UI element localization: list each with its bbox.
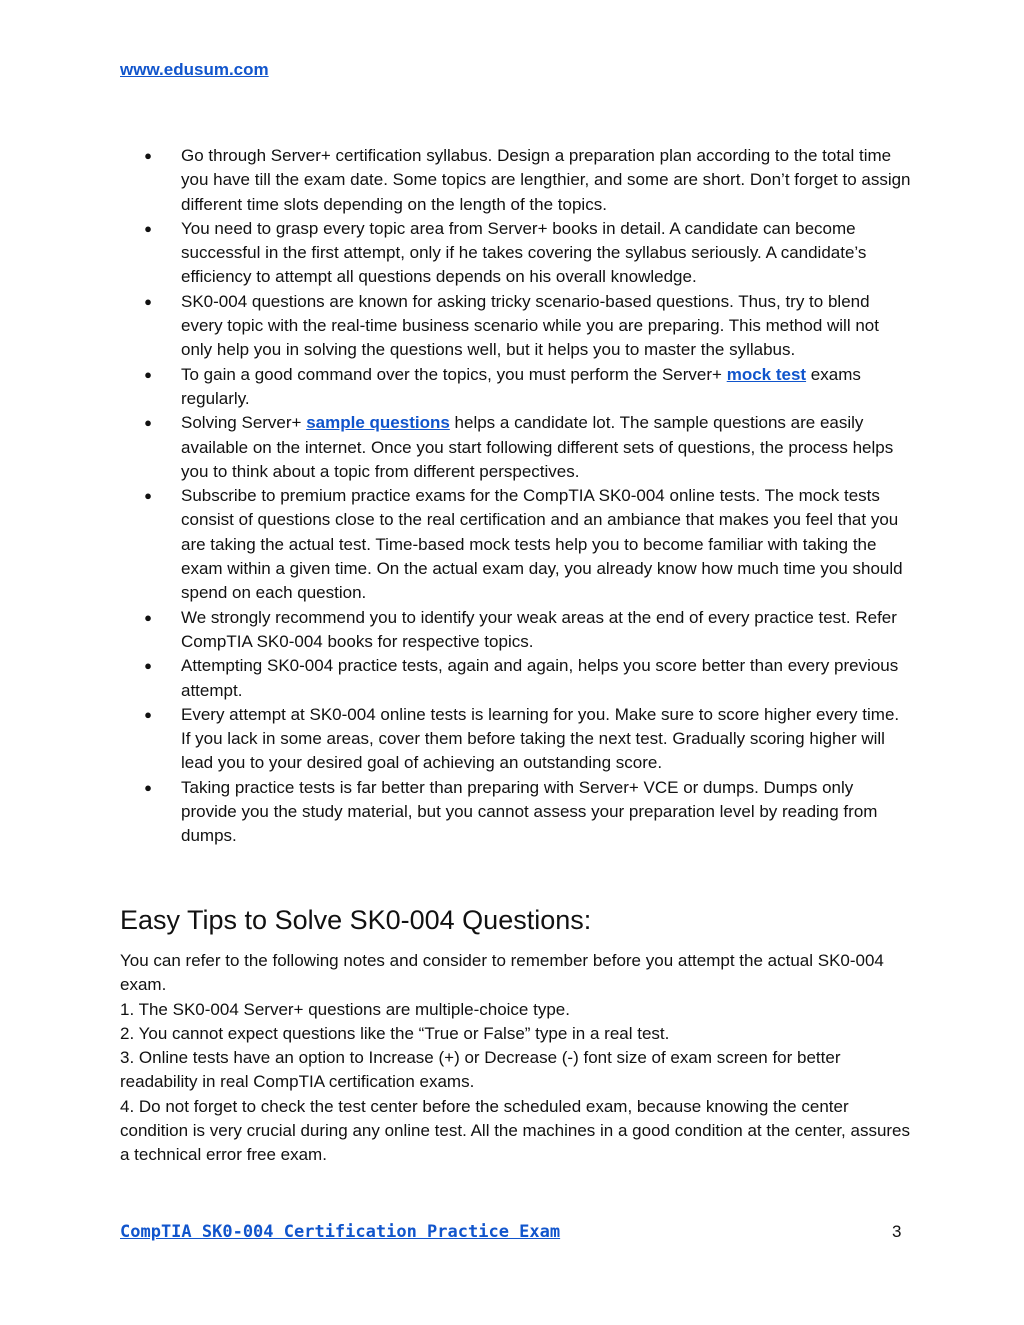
bullet-icon: ● (144, 658, 152, 674)
list-item-text: SK0-004 questions are known for asking tricky scenario-based questions. Thus, try to blend every topic with the real-time business scenario while you are preparing. This method will not only help you in solving the questions well, but it helps you to master the syllabus. (181, 291, 879, 360)
bullet-icon: ● (144, 488, 152, 504)
list-item-text: Every attempt at SK0-004 online tests is learning for you. Make sure to score higher every time. If you lack in some areas, cover them before taking the next test. Gradually scoring higher will lead you to your desired goal of achieving an outstanding score. (181, 704, 900, 773)
list-item-text: helps a candidate lot. The sample questions are easily available on the internet. Once you start following different sets of questions, the process helps you to think about a topic from different perspectives. (181, 413, 894, 481)
mock-test-link[interactable]: mock test (726, 364, 807, 384)
list-item-text: You need to grasp every topic area from Server+ books in detail. A candidate can become successful in the first attempt, only if he takes covering the syllabus seriously. A candidate’s efficiency to attempt all questions depends on his overall knowledge. (181, 218, 867, 287)
note-item: 4. Do not forget to check the test center before the scheduled exam, because knowing the center condition is very crucial during any online test. All the machines in a good condition at the center, assures a technical error free exam. (120, 1096, 911, 1165)
section-heading: Easy Tips to Solve SK0-004 Questions: (120, 905, 592, 935)
bullet-icon: ● (144, 706, 152, 722)
list-item-text: exams regularly. (181, 364, 861, 408)
bullet-icon: ● (144, 293, 152, 309)
site-link[interactable]: www.edusum.com (120, 60, 269, 79)
list-item-text: Go through Server+ certification syllabus. Design a preparation plan according to the total time you have till the exam date. Some topics are lengthier, and some are short. Don’t forget to assign different time slots depending on the length of the topics. (181, 146, 911, 214)
list-item-text: Subscribe to premium practice exams for the CompTIA SK0-004 online tests. The mock tests consist of questions close to the real certification and an ambiance that makes you feel that you are taking the actual test. Time-based mock tests help you to become familiar with taking the exam within a given time. On the actual exam day, you already know how much time you should spend on each question. (181, 486, 903, 603)
list-item (138, 776, 913, 849)
page-number: 3 (892, 1222, 902, 1241)
footer-title-link[interactable]: CompTIA SK0-004 Certification Practice Exam (120, 1222, 561, 1242)
list-item (138, 363, 913, 412)
list-item-text: We strongly recommend you to identify your weak areas at the end of every practice test. Refer CompTIA SK0-004 books for respective topics. (181, 607, 897, 651)
bullet-icon: ● (144, 220, 152, 236)
list-item (138, 411, 913, 484)
list-item (138, 606, 913, 655)
note-item: 3. Online tests have an option to Increase (+) or Decrease (-) font size of exam screen for better readability in real CompTIA certification exams. (120, 1048, 841, 1092)
bullet-icon: ● (144, 366, 152, 382)
list-item-text: Solving Server+ (181, 413, 307, 433)
bullet-icon: ● (144, 609, 152, 625)
list-item (138, 654, 913, 703)
list-item (138, 703, 913, 776)
list-item (138, 217, 913, 290)
bullet-icon: ● (144, 415, 152, 431)
note-item: 1. The SK0-004 Server+ questions are multiple-choice type. (120, 999, 570, 1019)
list-item (138, 144, 913, 217)
list-item (138, 290, 913, 363)
note-item: 2. You cannot expect questions like the “True or False” type in a real test. (120, 1023, 670, 1043)
list-item (138, 484, 913, 605)
list-item-text: To gain a good command over the topics, you must perform the Server+ (181, 364, 727, 384)
list-item-text: Attempting SK0-004 practice tests, again and again, helps you score better than every previous attempt. (181, 656, 899, 700)
list-item-text: Taking practice tests is far better than preparing with Server+ VCE or dumps. Dumps only provide you the study material, but you cannot assess your preparation level by reading from dumps. (181, 777, 878, 846)
notes-intro: You can refer to the following notes and consider to remember before you attempt the actual SK0-004 exam. (120, 951, 884, 995)
bullet-icon: ● (144, 148, 152, 163)
tips-bullet-list (138, 144, 913, 849)
sample-questions-link[interactable]: sample questions (306, 413, 450, 433)
notes-block (120, 949, 910, 1168)
bullet-icon: ● (144, 779, 152, 795)
